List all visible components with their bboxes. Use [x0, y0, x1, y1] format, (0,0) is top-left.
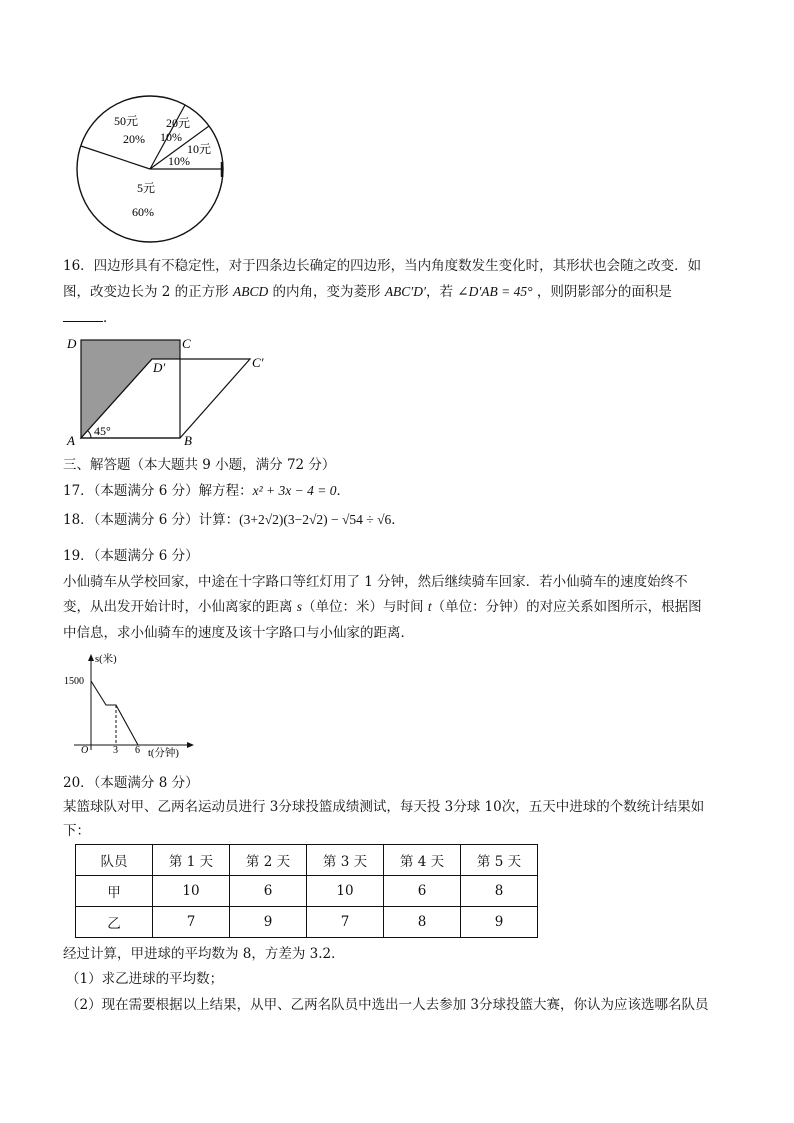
- q19-line2: [63, 597, 702, 617]
- table-cell: 8: [384, 907, 461, 938]
- x-tick-3: 3: [113, 745, 118, 756]
- table-header-cell: 第 4 天: [384, 845, 461, 876]
- pie-label-10: 10元: [187, 142, 212, 156]
- pie-pct-5: 60%: [132, 205, 154, 219]
- table-header-cell: 第 5 天: [461, 845, 538, 876]
- rhombus-figure: [64, 332, 284, 450]
- label-45: 45°: [94, 424, 111, 438]
- pie-pct-10: 10%: [168, 154, 190, 168]
- q16-angle: ∠D′AB = 45°: [457, 284, 533, 299]
- y-axis-label: s(米): [95, 654, 117, 665]
- table-cell: 6: [230, 876, 307, 907]
- x-axis-arrow: [187, 742, 194, 748]
- distance-time-graph: [62, 650, 202, 762]
- table-cell: 甲: [76, 876, 153, 907]
- q20-line1: 某篮球队对甲、乙两名运动员进行 3分球投篮成绩测试，每天投 3分球 10次，五天中进球的个数统计结果如: [63, 799, 705, 815]
- q17: [63, 481, 350, 501]
- x-tick-6: 6: [135, 745, 140, 756]
- y-tick-1500: 1500: [64, 676, 84, 687]
- origin-label: O: [81, 745, 89, 756]
- table-cell: 乙: [76, 907, 153, 938]
- q16-text-b: 的内角，变为菱形: [268, 284, 385, 300]
- q16-line1: 16．四边形具有不稳定性，对于四条边长确定的四边形，当内角度数发生变化时，其形状也会随之改变．如: [63, 258, 702, 274]
- q16-abccd: ABC′D′: [384, 284, 426, 299]
- pie-divider-50: [81, 146, 150, 169]
- q16-text-c: ，若: [425, 284, 458, 300]
- q16-abcd: ABCD: [232, 284, 269, 299]
- table-header-cell: 队员: [76, 845, 153, 876]
- q19-line1: 小仙骑车从学校回家，中途在十字路口等红灯用了 1 分钟，然后继续骑车回家．若小仙骑车的速度始终不: [63, 574, 688, 590]
- table-cell: 8: [461, 876, 538, 907]
- table-header-cell: 第 2 天: [230, 845, 307, 876]
- label-d-prime: D′: [153, 360, 166, 375]
- q16-line3: [63, 308, 117, 328]
- x-axis-label: t(分钟): [148, 748, 179, 759]
- table-header-cell: 第 3 天: [307, 845, 384, 876]
- q20-part1: （1）求乙进球的平均数；: [66, 971, 224, 987]
- angle-arc: [88, 431, 91, 438]
- label-d: D: [67, 336, 77, 351]
- q16-text-a: 图，改变边长为 2 的正方形: [63, 284, 233, 300]
- table-cell: 10: [307, 876, 384, 907]
- pie-pct-50: 20%: [123, 132, 145, 146]
- table-header-row: [76, 845, 538, 876]
- table-cell: 7: [307, 907, 384, 938]
- table-cell: 7: [153, 907, 230, 938]
- table-cell: 9: [230, 907, 307, 938]
- table-cell: 6: [384, 876, 461, 907]
- q20-title: 20．（本题满分 8 分）: [63, 775, 199, 791]
- q20-line2: 下：: [63, 823, 90, 839]
- q19-s: s: [296, 599, 303, 614]
- q18: [63, 510, 405, 530]
- table-cell: 10: [153, 876, 230, 907]
- table-cell: 9: [461, 907, 538, 938]
- q20-after: 经过计算，甲进球的平均数为 8，方差为 3.2．: [63, 946, 345, 962]
- label-c-prime: C′: [252, 355, 264, 370]
- q20-part2: （2）现在需要根据以上结果，从甲、乙两名队员中选出一人去参加 3分球投篮大赛，你认为应该选哪名队员: [66, 997, 709, 1013]
- q19-title: 19．（本题满分 6 分）: [63, 548, 199, 564]
- q16-line2: [63, 282, 672, 302]
- label-c: C: [182, 336, 191, 351]
- q18-expression: (3+2√2)(3−2√2) − √54 ÷ √6: [239, 512, 392, 527]
- q19-text-c: （单位：分钟）的对应关系如图所示，根据图: [431, 599, 702, 615]
- q18-prefix: 18．（本题满分 6 分）计算：: [63, 512, 240, 528]
- scores-table: [75, 844, 538, 938]
- label-a: A: [67, 433, 75, 448]
- distance-line: [91, 681, 138, 745]
- q16-text-d: ，则阴影部分的面积是: [532, 284, 672, 300]
- q16-end: ．: [103, 310, 117, 326]
- q18-end: ．: [391, 512, 405, 528]
- pie-label-5: 5元: [137, 181, 156, 195]
- label-b: B: [184, 433, 192, 448]
- pie-pct-20: 10%: [160, 130, 182, 144]
- q19-text-b: （单位：米）与时间: [302, 599, 428, 615]
- pie-chart: [70, 92, 230, 247]
- pie-label-20: 20元: [166, 116, 191, 130]
- q19-line3: 中信息，求小仙骑车的速度及该十字路口与小仙家的距离．: [63, 625, 414, 641]
- q19-text-a: 变，从出发开始计时，小仙离家的距离: [63, 599, 297, 615]
- table-header-cell: 第 1 天: [153, 845, 230, 876]
- q19-t: t: [427, 599, 432, 614]
- q17-equation: x² + 3x − 4 = 0: [252, 483, 337, 498]
- y-axis-arrow: [88, 654, 94, 661]
- q17-prefix: 17．（本题满分 6 分）解方程：: [63, 483, 253, 499]
- table-row: [76, 907, 538, 938]
- table-row: [76, 876, 538, 907]
- q16-answer-blank: [63, 309, 103, 322]
- q17-end: ．: [336, 483, 350, 499]
- section-3-heading: 三、解答题（本大题共 9 小题，满分 72 分）: [63, 457, 336, 473]
- pie-label-50: 50元: [114, 114, 139, 128]
